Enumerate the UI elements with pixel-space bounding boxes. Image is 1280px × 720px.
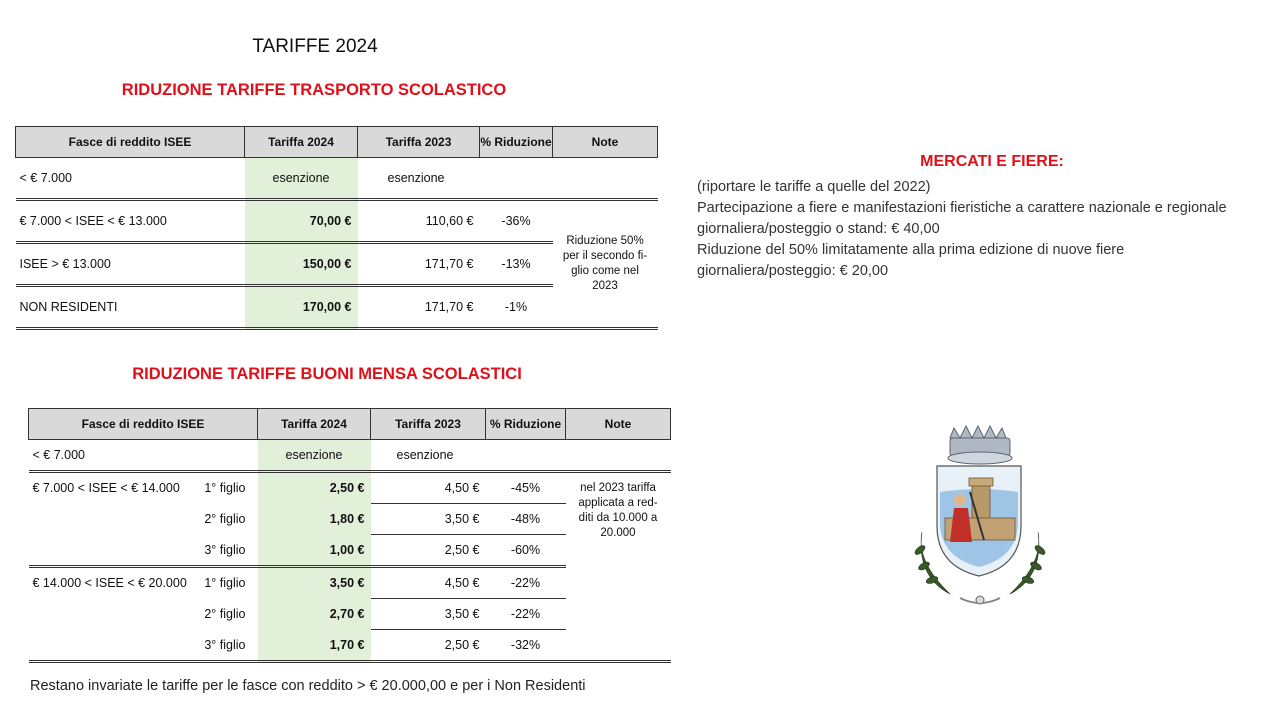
band-cell (29, 630, 258, 662)
table-header-row (29, 409, 671, 440)
reduction-cell: -45% (486, 472, 566, 504)
col-header-note: Note (566, 409, 671, 440)
tariff-2024-cell: esenzione (258, 440, 371, 472)
reduction-cell: -48% (486, 504, 566, 535)
transport-note: Riduzione 50% per il secondo fi- glio come nel 2023 (562, 235, 648, 292)
note-cell (553, 158, 658, 200)
municipal-coat-of-arms-icon (900, 422, 1060, 622)
child-label: 2° figlio (204, 512, 246, 526)
mercati-line: Partecipazione a fiere e manifestazioni fieristiche a carattere nazionale e regionale (697, 200, 1227, 216)
transport-section-title: RIDUZIONE TARIFFE TRASPORTO SCOLASTICO (121, 81, 507, 99)
reduction-cell: -22% (486, 567, 566, 599)
tariff-2024-cell: 2,50 € (258, 472, 371, 504)
child-label: 1° figlio (204, 576, 246, 591)
tariff-2023-cell: esenzione (371, 440, 486, 472)
col-header-band: Fasce di reddito ISEE (16, 127, 245, 158)
tariff-2023-cell: esenzione (358, 158, 480, 200)
mercati-line: Riduzione del 50% limitatamente alla prima edizione di nuove fiere (697, 242, 1125, 258)
mercati-line: giornaliera/posteggio o stand: € 40,00 (697, 221, 940, 237)
col-header-2023: Tariffa 2023 (371, 409, 486, 440)
col-header-band: Fasce di reddito ISEE (29, 409, 258, 440)
band-cell: € 7.000 < ISEE < € 13.000 (16, 200, 245, 243)
child-label: 1° figlio (204, 481, 246, 496)
tariff-2023-cell: 171,70 € (358, 286, 480, 329)
tariff-2024-cell: 1,00 € (258, 535, 371, 567)
band-cell (29, 472, 258, 504)
band-cell: ISEE > € 13.000 (16, 243, 245, 286)
tariff-2024-cell: 70,00 € (245, 200, 358, 243)
child-label: 3° figlio (204, 542, 246, 557)
canteen-note: nel 2023 tariffa applicata a red- diti da 10.000 a 20.000 (578, 482, 658, 539)
reduction-cell: -22% (486, 599, 566, 630)
band-cell: < € 7.000 (16, 158, 245, 200)
col-header-2024: Tariffa 2024 (258, 409, 371, 440)
table-row (16, 200, 658, 243)
note-cell (566, 567, 671, 662)
band-cell (29, 535, 258, 567)
reduction-cell: -1% (480, 286, 553, 329)
reduction-cell (486, 440, 566, 472)
tariff-2023-cell: 3,50 € (371, 504, 486, 535)
mercati-line: (riportare le tariffe a quelle del 2022) (697, 179, 931, 195)
col-header-2023: Tariffa 2023 (358, 127, 480, 158)
tariff-2024-cell: esenzione (245, 158, 358, 200)
tariff-2024-cell: 170,00 € (245, 286, 358, 329)
band-cell: NON RESIDENTI (16, 286, 245, 329)
band-cell (29, 504, 258, 535)
tariff-2023-cell: 4,50 € (371, 567, 486, 599)
table-header-row (16, 127, 658, 158)
tariff-2024-cell: 150,00 € (245, 243, 358, 286)
canteen-section-title: RIDUZIONE TARIFFE BUONI MENSA SCOLASTICI (132, 365, 522, 383)
child-label: 3° figlio (204, 637, 246, 652)
tariff-2024-cell: 2,70 € (258, 599, 371, 630)
col-header-note: Note (553, 127, 658, 158)
table-row (29, 567, 671, 599)
tariff-2023-cell: 3,50 € (371, 599, 486, 630)
band-cell (29, 567, 258, 599)
child-label: 2° figlio (204, 607, 246, 621)
col-header-reduction: % Riduzione (480, 127, 553, 158)
reduction-cell (480, 158, 553, 200)
table-row (16, 158, 658, 200)
reduction-cell: -32% (486, 630, 566, 662)
tariff-2023-cell: 2,50 € (371, 630, 486, 662)
tariff-2024-cell: 3,50 € (258, 567, 371, 599)
band-cell (29, 599, 258, 630)
reduction-cell: -60% (486, 535, 566, 567)
note-cell (553, 200, 658, 329)
band-cell: < € 7.000 (29, 440, 258, 472)
reduction-cell: -13% (480, 243, 553, 286)
reduction-cell: -36% (480, 200, 553, 243)
band-label: € 14.000 < ISEE < € 20.000 (32, 576, 187, 591)
table-row (29, 440, 671, 472)
col-header-reduction: % Riduzione (486, 409, 566, 440)
mercati-text (697, 177, 1277, 282)
canteen-tariff-table (28, 408, 671, 663)
mercati-title: MERCATI E FIERE: (920, 153, 1064, 170)
page-title: TARIFFE 2024 (252, 36, 378, 57)
tariff-2023-cell: 110,60 € (358, 200, 480, 243)
tariff-2023-cell: 2,50 € (371, 535, 486, 567)
col-header-2024: Tariffa 2024 (245, 127, 358, 158)
band-label: € 7.000 < ISEE < € 14.000 (32, 481, 180, 496)
tariff-2023-cell: 4,50 € (371, 472, 486, 504)
mercati-line: giornaliera/posteggio: € 20,00 (697, 263, 889, 279)
transport-tariff-table (15, 126, 658, 330)
footnote: Restano invariate le tariffe per le fasce con reddito > € 20.000,00 e per i Non Residenti (30, 678, 586, 694)
note-cell (566, 440, 671, 472)
tariff-2023-cell: 171,70 € (358, 243, 480, 286)
tariff-2024-cell: 1,80 € (258, 504, 371, 535)
table-row (29, 472, 671, 504)
note-cell (566, 472, 671, 567)
tariff-2024-cell: 1,70 € (258, 630, 371, 662)
